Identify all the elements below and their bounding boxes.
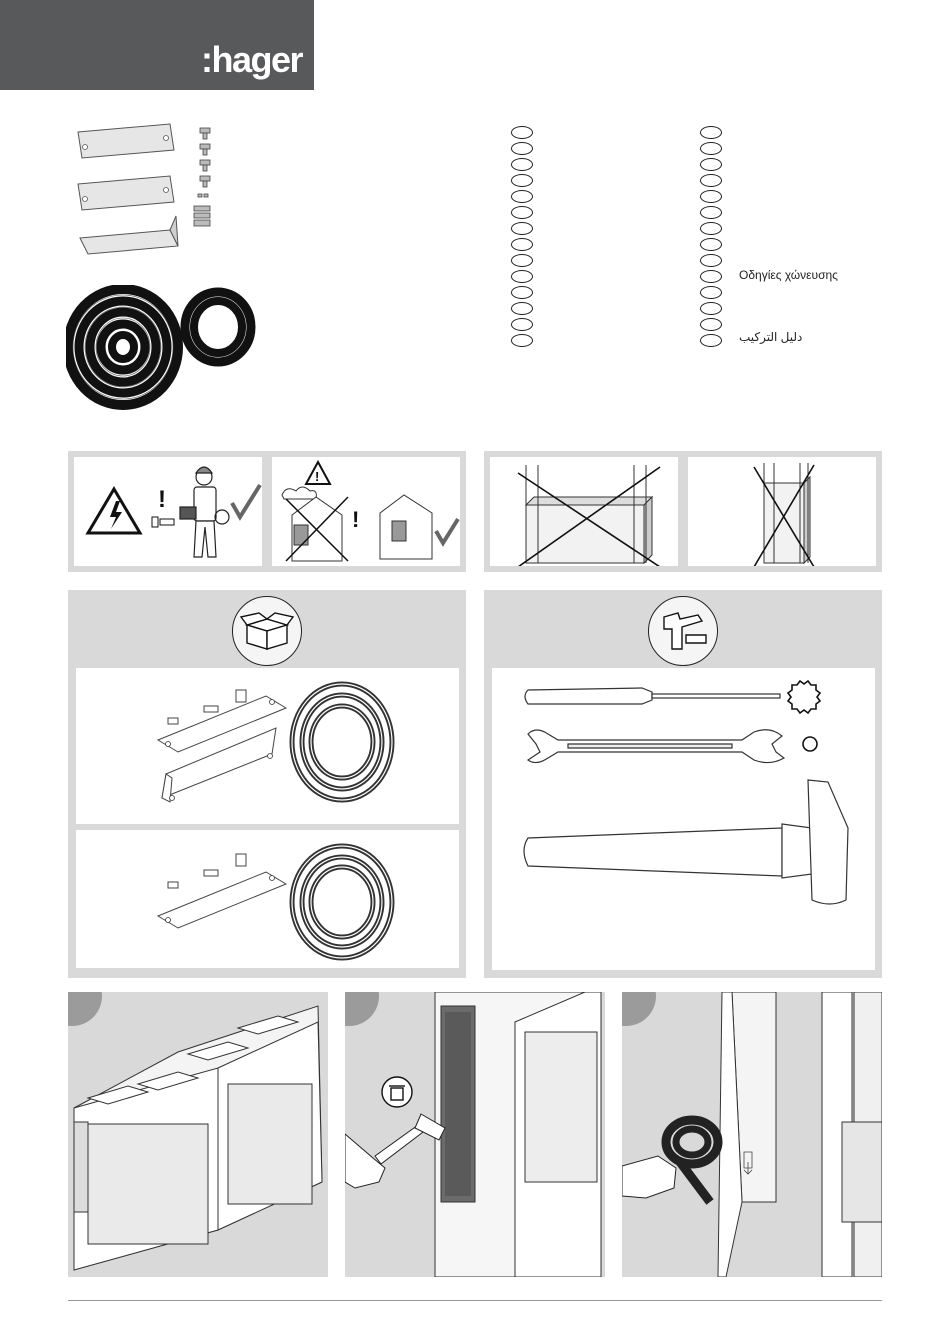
contents-variant-b <box>76 830 459 968</box>
language-oval <box>511 142 533 155</box>
no-horizontal-panel <box>490 457 678 566</box>
weather-warning-panel <box>272 457 460 566</box>
no-vertical-panel <box>688 457 876 566</box>
step-3-panel <box>622 992 882 1277</box>
language-oval <box>511 238 533 251</box>
language-oval <box>511 286 533 299</box>
language-oval <box>700 142 722 155</box>
language-oval <box>511 174 533 187</box>
torx-bit-icon <box>788 681 820 713</box>
language-oval <box>700 174 722 187</box>
language-oval <box>511 302 533 315</box>
electrician-warning-panel <box>74 457 262 566</box>
open-box-icon <box>232 596 302 666</box>
language-oval <box>700 190 722 203</box>
language-oval <box>511 318 533 331</box>
language-oval <box>700 286 722 299</box>
language-oval <box>511 190 533 203</box>
language-label-greek: Οδηγίες χώνευσης <box>739 268 838 282</box>
high-voltage-warning-icon <box>88 489 140 533</box>
language-oval <box>511 158 533 171</box>
brand-header <box>0 0 314 90</box>
language-oval <box>700 222 722 235</box>
svg-text:!: ! <box>352 507 360 532</box>
language-oval <box>700 318 722 331</box>
parts-plates-illustration <box>70 120 260 270</box>
electrician-icon <box>180 467 229 557</box>
language-oval <box>511 254 533 267</box>
language-oval <box>511 206 533 219</box>
tools-icon <box>648 596 718 666</box>
language-oval <box>700 270 722 283</box>
installation-restriction-frame <box>484 451 882 572</box>
step-1-panel <box>68 992 328 1277</box>
contents-variant-a <box>76 668 459 824</box>
language-oval <box>700 238 722 251</box>
language-oval <box>700 206 722 219</box>
svg-text:!: ! <box>315 469 320 484</box>
language-oval <box>511 334 533 347</box>
language-oval <box>700 334 722 347</box>
language-oval <box>511 222 533 235</box>
footer-divider <box>68 1300 882 1301</box>
language-label-arabic: دليل التركيب <box>739 330 803 344</box>
step-2-panel <box>345 992 605 1277</box>
language-oval <box>700 126 722 139</box>
required-tools-frame <box>484 590 882 978</box>
language-oval <box>700 302 722 315</box>
gasket-rolls-illustration <box>66 285 256 410</box>
language-oval <box>700 158 722 171</box>
tools-panel <box>492 668 875 970</box>
language-oval <box>700 254 722 267</box>
hager-logo: :hager <box>200 39 302 80</box>
language-oval <box>511 126 533 139</box>
hex-nut-icon <box>803 737 817 751</box>
dispose-trash-icon <box>382 1077 412 1107</box>
svg-text:!: ! <box>158 486 166 513</box>
safety-warnings-frame <box>68 451 466 572</box>
package-contents-frame <box>68 590 466 978</box>
language-oval <box>511 270 533 283</box>
